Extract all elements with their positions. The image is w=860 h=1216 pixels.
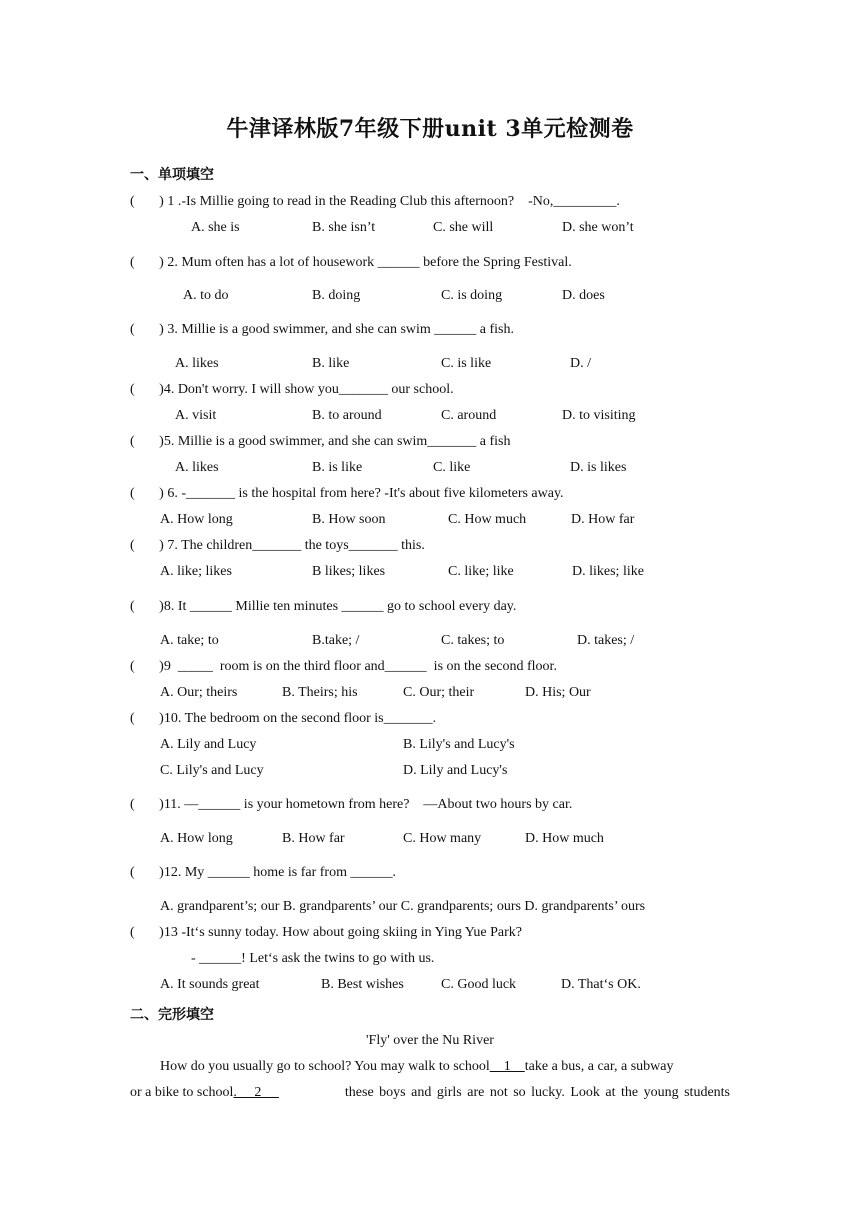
option: B.take; / <box>312 633 360 648</box>
option: C. like; like <box>448 564 514 579</box>
page-title: 牛津译林版7年级下册unit 3单元检测卷 <box>226 116 634 142</box>
option: D. Lily and Lucy's <box>403 763 508 778</box>
option: C. How many <box>403 831 482 846</box>
option: A. take; to <box>160 633 219 648</box>
option: D. to visiting <box>562 408 636 423</box>
passage-text: these boys and girls are not so lucky. Look at the young students <box>344 1085 730 1100</box>
option: C. Good luck <box>441 977 517 992</box>
option: A. likes <box>175 460 219 475</box>
option: B. to around <box>312 408 382 423</box>
option: A. likes <box>175 356 219 371</box>
option: C. How much <box>448 512 527 527</box>
option: B. she isn’t <box>312 220 376 235</box>
option: B. Theirs; his <box>282 685 358 700</box>
question-5: ( )5. Millie is a good swimmer, and she can swim_______ a fish <box>130 434 511 449</box>
option: C. is doing <box>441 288 503 303</box>
option: B. How far <box>282 831 345 846</box>
option: D. That‘s OK. <box>561 977 641 992</box>
option: B likes; likes <box>312 564 386 579</box>
blank-2: . 2 <box>233 1085 279 1100</box>
question-9: ( )9 _____ room is on the third floor and______ is on the second floor. <box>130 659 557 674</box>
question-13: ( )13 -It‘s sunny today. How about going skiing in Ying Yue Park? <box>130 925 522 940</box>
option: D. His; Our <box>525 685 591 700</box>
option: A. to do <box>183 288 229 303</box>
question-13-response: - ______! Let‘s ask the twins to go with us. <box>191 951 435 966</box>
option: B. like <box>312 356 350 371</box>
question-3: ( ) 3. Millie is a good swimmer, and she can swim ______ a fish. <box>130 322 514 337</box>
option: D. is likes <box>570 460 627 475</box>
passage-title: 'Fly' over the Nu River <box>366 1033 494 1048</box>
option: D. / <box>570 356 591 371</box>
passage-text: take a bus, a car, a subway <box>524 1059 674 1074</box>
option: A. grandparent’s; our B. grandparents’ our C. grandparents; ours D. grandparents’ ours <box>160 899 646 914</box>
option: B. doing <box>312 288 361 303</box>
question-6: ( ) 6. -_______ is the hospital from here? -It's about five kilometers away. <box>130 486 564 501</box>
blank-1: 1 <box>489 1059 525 1074</box>
option: C. around <box>441 408 497 423</box>
option: C. Lily's and Lucy <box>160 763 264 778</box>
passage-line-2 <box>130 1085 730 1101</box>
question-11: ( )11. —______ is your hometown from here? —About two hours by car. <box>130 797 573 812</box>
option: A. visit <box>175 408 217 423</box>
option: A. Lily and Lucy <box>160 737 257 752</box>
passage-text: or a bike to school <box>130 1085 234 1100</box>
question-12: ( )12. My ______ home is far from ______. <box>130 865 396 880</box>
option: B. is like <box>312 460 363 475</box>
option: A. like; likes <box>160 564 232 579</box>
section-heading-cloze: 二、完形填空 <box>130 1007 214 1023</box>
option: D. likes; like <box>572 564 644 579</box>
option: A. How long <box>160 831 233 846</box>
option: C. Our; their <box>403 685 475 700</box>
section-heading-single-choice: 一、单项填空 <box>130 167 214 183</box>
option: C. takes; to <box>441 633 505 648</box>
option: C. she will <box>433 220 494 235</box>
question-4: ( )4. Don't worry. I will show you_______ our school. <box>130 382 454 397</box>
option: C. like <box>433 460 471 475</box>
option: A. Our; theirs <box>160 685 238 700</box>
question-10: ( )10. The bedroom on the second floor is_______. <box>130 711 437 726</box>
option: A. It sounds great <box>160 977 260 992</box>
option: D. does <box>562 288 605 303</box>
option: D. How much <box>525 831 604 846</box>
option: C. is like <box>441 356 492 371</box>
question-7: ( ) 7. The children_______ the toys_______ this. <box>130 538 425 553</box>
option: B. How soon <box>312 512 386 527</box>
question-2: ( ) 2. Mum often has a lot of housework ______ before the Spring Festival. <box>130 255 572 270</box>
option: D. takes; / <box>577 633 635 648</box>
option: B. Best wishes <box>321 977 404 992</box>
question-1: ( ) 1 .-Is Millie going to read in the Reading Club this afternoon? -No,_________. <box>130 194 620 209</box>
passage-text: How do you usually go to school? You may walk to school <box>160 1059 490 1074</box>
option: D. she won’t <box>562 220 634 235</box>
question-8: ( )8. It ______ Millie ten minutes ______ go to school every day. <box>130 599 517 614</box>
passage-line-1 <box>130 1059 730 1075</box>
option: B. Lily's and Lucy's <box>403 737 515 752</box>
option: D. How far <box>571 512 635 527</box>
option: A. she is <box>191 220 240 235</box>
option: A. How long <box>160 512 233 527</box>
